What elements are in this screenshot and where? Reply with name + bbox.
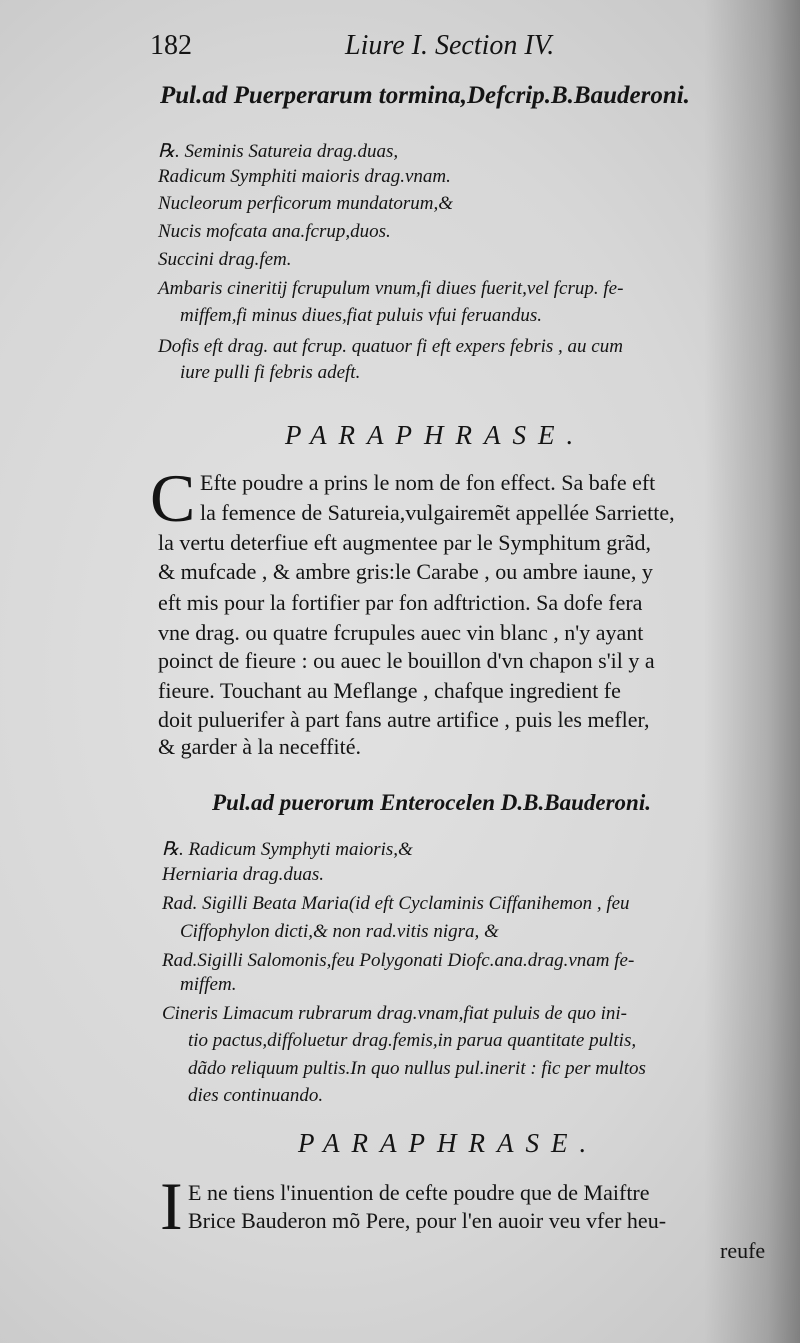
recipe-line: dãdo reliquum pultis.In quo nullus pul.inerit : fic per multos	[188, 1058, 646, 1079]
paragraph-line: fieure. Touchant au Meflange , chafque ingredient fe	[158, 678, 621, 703]
paragraph-line: Efte poudre a prins le nom de fon effect. Sa bafe eft	[200, 470, 656, 495]
recipe-line: ℞. Radicum Symphyti maioris,&	[162, 839, 413, 860]
recipe-line: Succini drag.fem.	[158, 249, 292, 270]
recipe-line: ℞. Seminis Satureia drag.duas,	[158, 141, 399, 162]
recipe-line: Ciffophylon dicti,& non rad.vitis nigra, &	[180, 921, 499, 942]
paragraph-line: la vertu deterfiue eft augmentee par le Symphitum grãd,	[158, 530, 651, 555]
paragraph-line: eft mis pour la fortifier par fon adftriction. Sa dofe fera	[158, 590, 643, 615]
paraphrase-heading: PARAPHRASE.	[298, 1128, 599, 1158]
recipe-line: miffem.	[180, 974, 237, 995]
recipe-line: Dofis eft drag. aut fcrup. quatuor fi eft expers febris , au cum	[158, 336, 623, 357]
paragraph-line: poinct de fieure : ou auec le bouillon d'vn chapon s'il y a	[158, 648, 655, 673]
paragraph-line: & mufcade , & ambre gris:le Carabe , ou ambre iaune, y	[158, 559, 653, 584]
paraphrase-heading: PARAPHRASE.	[285, 420, 586, 450]
recipe-line: Nucis mofcata ana.fcrup,duos.	[158, 221, 391, 242]
recipe-line: miffem,fi minus diues,fiat puluis vfui feruandus.	[180, 305, 543, 326]
running-title: Liure I. Section IV.	[345, 30, 555, 61]
paragraph-line: reufe	[720, 1238, 766, 1263]
recipe-line: Ambaris cineritij fcrupulum vnum,fi diues fuerit,vel fcrup. fe-	[158, 278, 624, 299]
recipe-line: Nucleorum perficorum mundatorum,&	[158, 193, 454, 214]
recipe-line: Herniaria drag.duas.	[162, 864, 325, 885]
recipe-line: Rad. Sigilli Beata Maria(id eft Cyclaminis Ciffanihemon , feu	[162, 893, 630, 914]
paragraph-line: doit puluerifer à part fans autre artifice , puis les mefler,	[158, 707, 650, 732]
recipe-title: Pul.ad Puerperarum tormina,Defcrip.B.Bauderoni.	[160, 82, 690, 109]
recipe-line: tio pactus,diffoluetur drag.femis,in parua quantitate pultis,	[188, 1030, 637, 1051]
recipe-line: dies continuando.	[188, 1085, 324, 1106]
recipe-title: Pul.ad puerorum Enterocelen D.B.Bauderoni.	[212, 790, 651, 815]
recipe-line: Rad.Sigilli Salomonis,feu Polygonati Diofc.ana.drag.vnam fe-	[162, 950, 635, 971]
recipe-line: Radicum Symphiti maioris drag.vnam.	[158, 166, 451, 187]
page-number: 182	[150, 30, 192, 61]
paragraph-line: & garder à la neceffité.	[158, 734, 361, 759]
paragraph-line: la femence de Satureia,vulgairemẽt appellée Sarriette,	[200, 500, 675, 525]
recipe-line: iure pulli fi febris adeft.	[180, 362, 361, 383]
paragraph-line: E ne tiens l'inuention de cefte poudre que de Maiftre	[188, 1180, 650, 1205]
paragraph-line: Brice Bauderon mõ Pere, pour l'en auoir veu vfer heu-	[188, 1208, 667, 1233]
drop-cap: C	[150, 460, 196, 536]
drop-cap: I	[160, 1168, 183, 1244]
paragraph-line: vne drag. ou quatre fcrupules auec vin blanc , n'y ayant	[158, 620, 644, 645]
recipe-line: Cineris Limacum rubrarum drag.vnam,fiat puluis de quo ini-	[162, 1003, 627, 1024]
